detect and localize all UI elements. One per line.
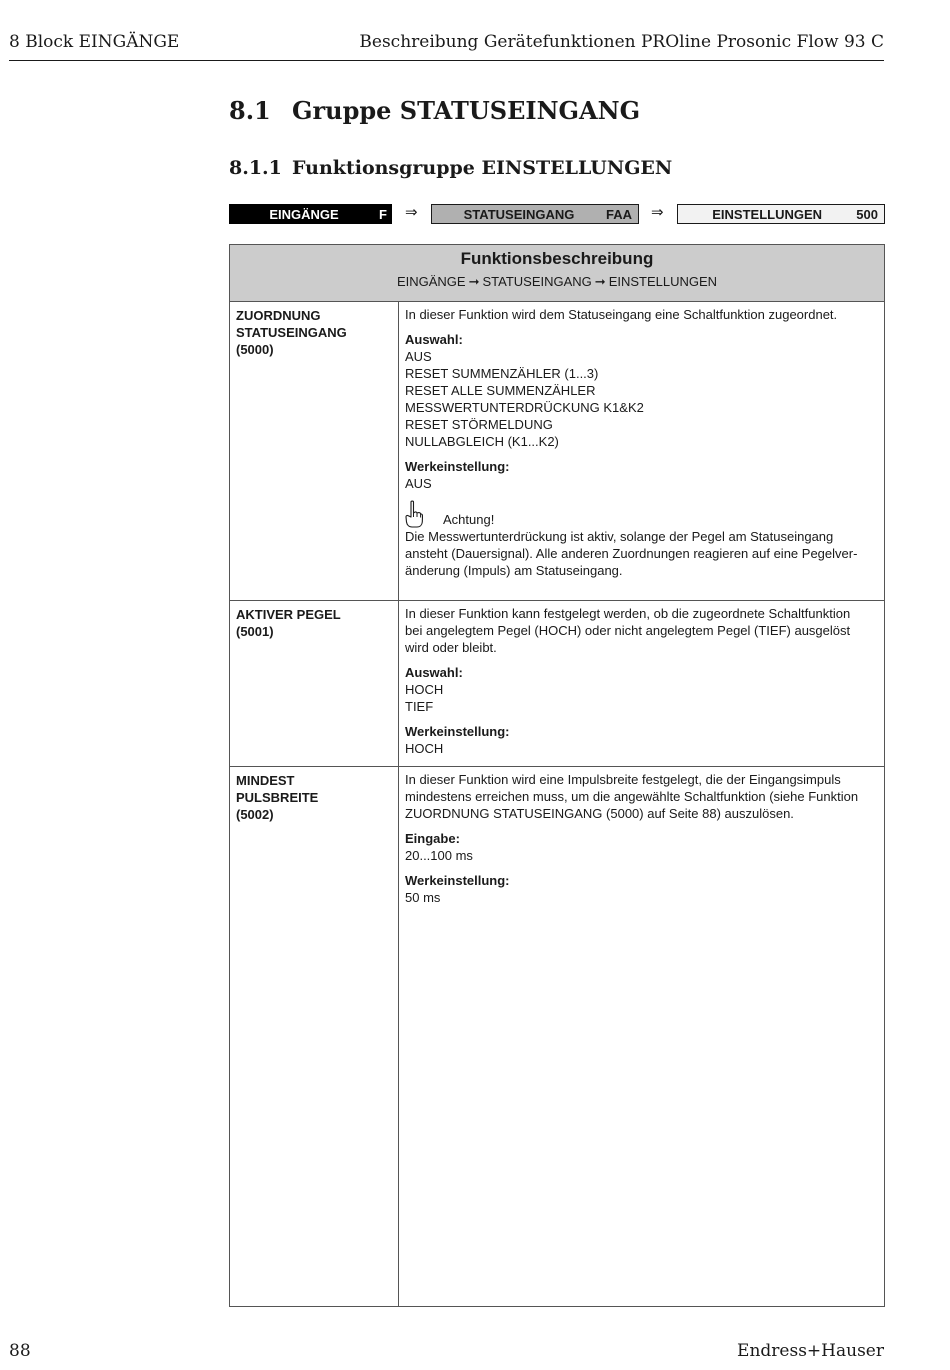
caution-text-line: ansteht (Dauersignal). Alle anderen Zuordnungen reagieren auf eine Pegelver-	[405, 546, 858, 561]
function-description-cell	[399, 601, 884, 766]
default-value: AUS	[405, 476, 432, 491]
default-label: Werkeinstellung:	[405, 459, 510, 474]
function-name-line: ZUORDNUNG	[236, 308, 321, 323]
function-name-line: STATUSEINGANG	[236, 325, 347, 340]
function-name-cell	[230, 302, 399, 600]
function-name-cell	[230, 767, 399, 1306]
nav-arrow-icon: ⇒	[405, 204, 418, 221]
section-title: Gruppe STATUSEINGANG	[292, 96, 641, 125]
description-line: In dieser Funktion wird eine Impulsbreite festgelegt, die der Eingangsimpuls	[405, 772, 841, 787]
nav-group-code: FAA	[606, 206, 632, 222]
input-label: Eingabe:	[405, 831, 460, 846]
choice-option: RESET ALLE SUMMENZÄHLER	[405, 383, 596, 398]
table-row	[230, 302, 884, 601]
nav-block-label: EINGÄNGE	[269, 206, 339, 222]
function-description-cell	[399, 767, 884, 1306]
nav-block-code: F	[379, 206, 387, 222]
choice-option: AUS	[405, 349, 432, 364]
default-label: Werkeinstellung:	[405, 873, 510, 888]
caution-text-line: änderung (Impuls) am Statuseingang.	[405, 563, 623, 578]
caution-text-line: Die Messwertunterdrückung ist aktiv, solange der Pegel am Statuseingang	[405, 529, 834, 544]
nav-group-statuseingang	[431, 204, 639, 224]
function-description-cell	[399, 302, 884, 600]
function-name-line: AKTIVER PEGEL	[236, 607, 341, 622]
path-item: EINSTELLUNGEN	[608, 274, 718, 289]
choice-option: MESSWERTUNTERDRÜCKUNG K1&K2	[405, 400, 644, 415]
brand-name: Endress+Hauser	[737, 1341, 884, 1361]
path-item: EINGÄNGE	[396, 274, 466, 289]
choice-option: NULLABGLEICH (K1...K2)	[405, 434, 559, 449]
subsection-title: Funktionsgruppe EINSTELLUNGEN	[292, 157, 673, 179]
nav-group-label: STATUSEINGANG	[463, 206, 575, 222]
description-intro: In dieser Funktion wird dem Statuseingang eine Schaltfunktion zugeordnet.	[405, 307, 838, 322]
function-name-line: MINDEST	[236, 773, 295, 788]
choice-label: Auswahl:	[405, 665, 463, 680]
choice-option: RESET SUMMENZÄHLER (1...3)	[405, 366, 599, 381]
path-arrow-icon: ➞	[468, 274, 480, 289]
table-header	[230, 245, 884, 302]
function-code: (5001)	[236, 624, 274, 639]
subsection-number: 8.1.1	[229, 157, 282, 179]
header-document-title: Beschreibung Gerätefunktionen PROline Prosonic Flow 93 C	[359, 32, 884, 52]
nav-function-group-einstellungen	[677, 204, 885, 224]
description-line: In dieser Funktion kann festgelegt werden, ob die zugeordnete Schaltfunktion	[405, 606, 851, 621]
path-item: STATUSEINGANG	[482, 274, 592, 289]
table-title: Funktionsbeschreibung	[460, 249, 654, 268]
nav-function-group-code: 500	[856, 206, 878, 222]
input-range: 20...100 ms	[405, 848, 473, 863]
path-arrow-icon: ➞	[594, 274, 606, 289]
description-line: mindestens erreichen muss, um die angewählte Schaltfunktion (siehe Funktion	[405, 789, 859, 804]
table-path	[230, 274, 884, 290]
section-heading	[229, 96, 640, 125]
caution-title: Achtung!	[443, 512, 495, 527]
table-row	[230, 767, 884, 1306]
function-code: (5000)	[236, 342, 274, 357]
function-description-table	[229, 244, 885, 1307]
description-line: wird oder bleibt.	[405, 640, 497, 655]
pointing-hand-icon	[405, 500, 423, 528]
choice-option: TIEF	[405, 699, 434, 714]
default-value: HOCH	[405, 741, 444, 756]
function-name-line: PULSBREITE	[236, 790, 319, 805]
default-label: Werkeinstellung:	[405, 724, 510, 739]
caution-note	[405, 500, 878, 528]
header-chapter: 8 Block EINGÄNGE	[9, 32, 180, 52]
section-number: 8.1	[229, 96, 271, 125]
subsection-heading	[229, 157, 672, 179]
choice-option: RESET STÖRMELDUNG	[405, 417, 553, 432]
function-code: (5002)	[236, 807, 274, 822]
default-value: 50 ms	[405, 890, 441, 905]
page-number: 88	[9, 1341, 31, 1361]
table-row	[230, 601, 884, 767]
choice-label: Auswahl:	[405, 332, 463, 347]
nav-block-eingaenge	[229, 204, 392, 224]
function-name-cell	[230, 601, 399, 766]
header-rule	[9, 60, 884, 61]
nav-function-group-label: EINSTELLUNGEN	[712, 206, 823, 222]
description-line: ZUORDNUNG STATUSEINGANG (5000) auf Seite 88) auszulösen.	[405, 806, 794, 821]
description-line: bei angelegtem Pegel (HOCH) oder nicht angelegtem Pegel (TIEF) ausgelöst	[405, 623, 851, 638]
choice-option: HOCH	[405, 682, 444, 697]
nav-arrow-icon: ⇒	[651, 204, 664, 221]
